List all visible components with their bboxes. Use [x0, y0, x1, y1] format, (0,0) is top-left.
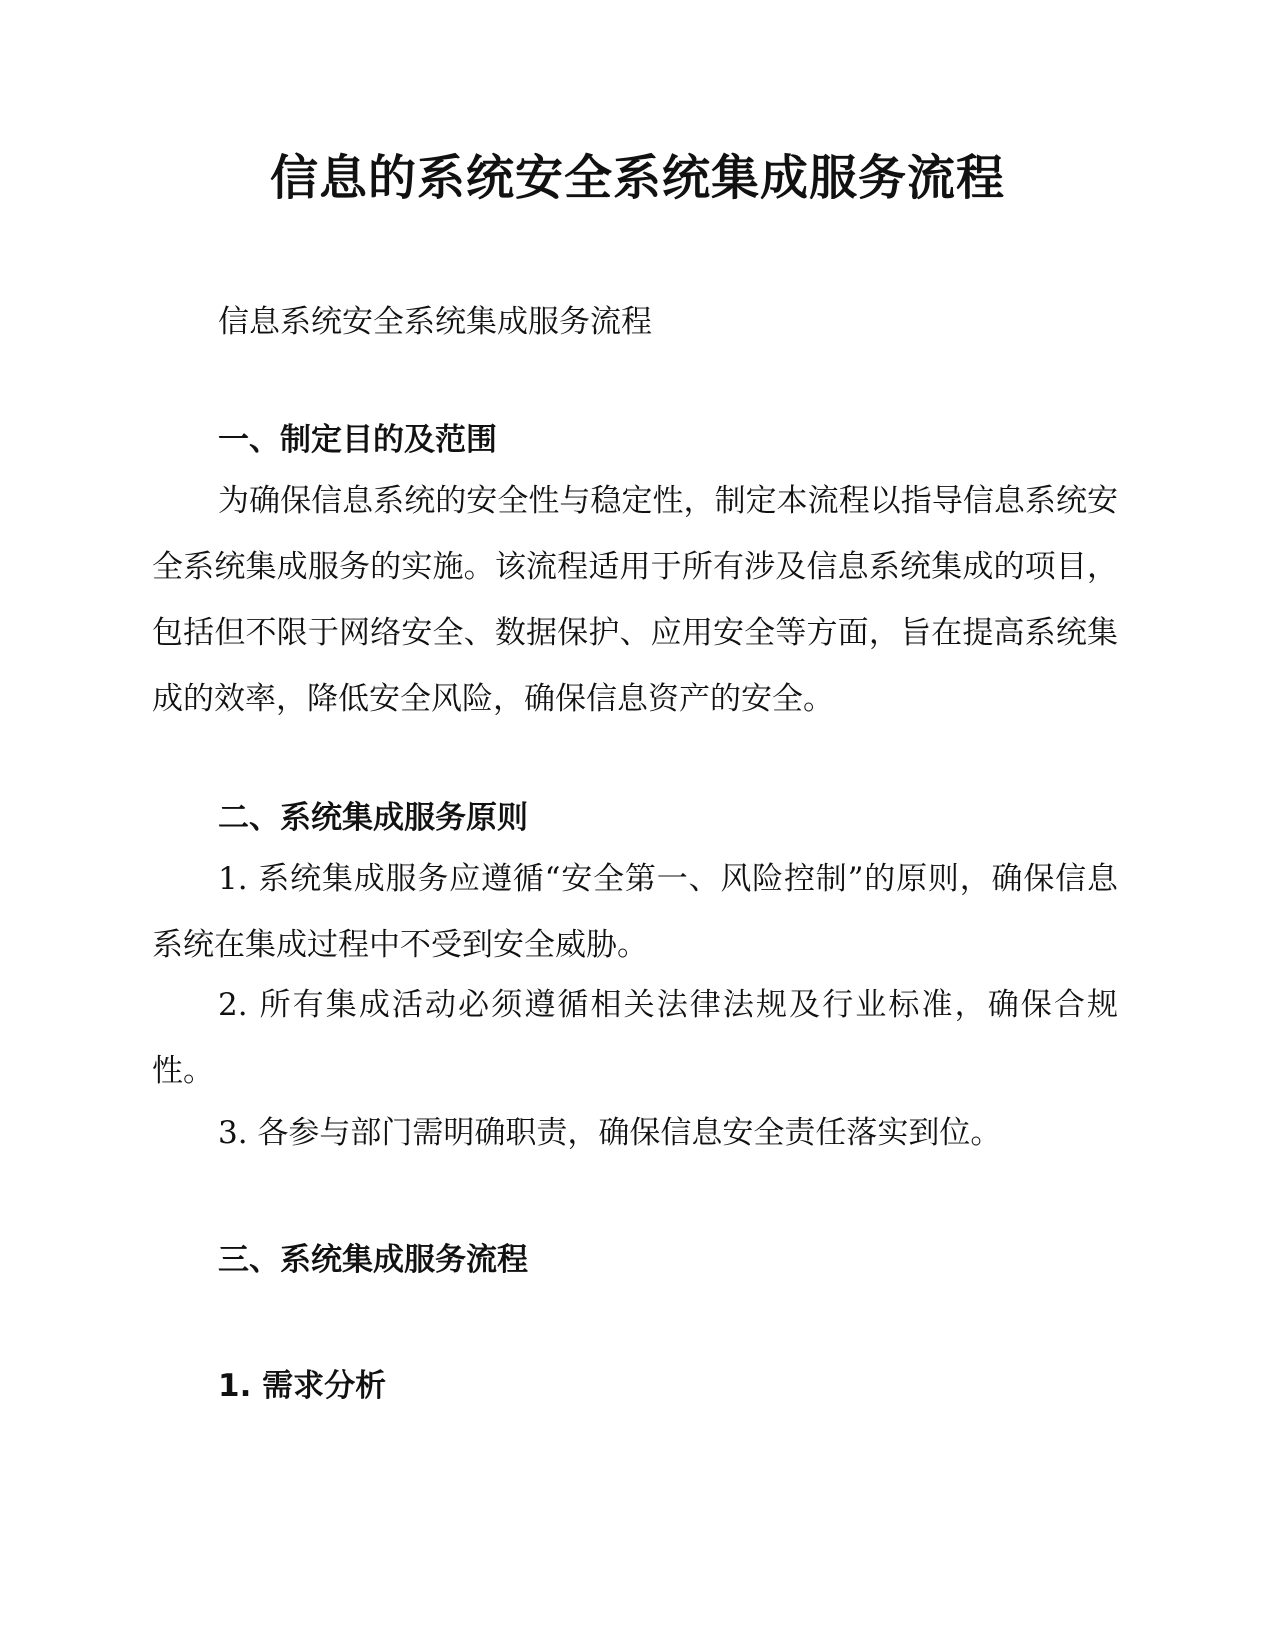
principle-item-3: 3. 各参与部门需明确职责，确保信息安全责任落实到位。 — [218, 1115, 1002, 1151]
document-subtitle: 信息系统安全系统集成服务流程 — [218, 304, 652, 340]
section-2-heading: 二、系统集成服务原则 — [218, 800, 528, 836]
document-title: 信息的系统安全系统集成服务流程 — [269, 150, 1005, 206]
section-1-heading: 一、制定目的及范围 — [218, 422, 497, 458]
section-3-heading: 三、系统集成服务流程 — [218, 1242, 528, 1278]
principle-item-2: 2. 所有集成活动必须遵循相关法律法规及行业标准，确保合规性。 — [152, 987, 1118, 1089]
section-3-subheading: 1. 需求分析 — [218, 1368, 387, 1404]
principle-item-1: 1. 系统集成服务应遵循“安全第一、风险控制”的原则，确保信息系统在集成过程中不受到安全威胁。 — [152, 861, 1118, 963]
section-1-paragraph: 为确保信息系统的安全性与稳定性，制定本流程以指导信息系统安全系统集成服务的实施。该流程适用于所有涉及信息系统集成的项目，包括但不限于网络安全、数据保护、应用安全等方面，旨在提高系统集成的效率，降低安全风险，确保信息资产的安全。 — [152, 483, 1118, 717]
